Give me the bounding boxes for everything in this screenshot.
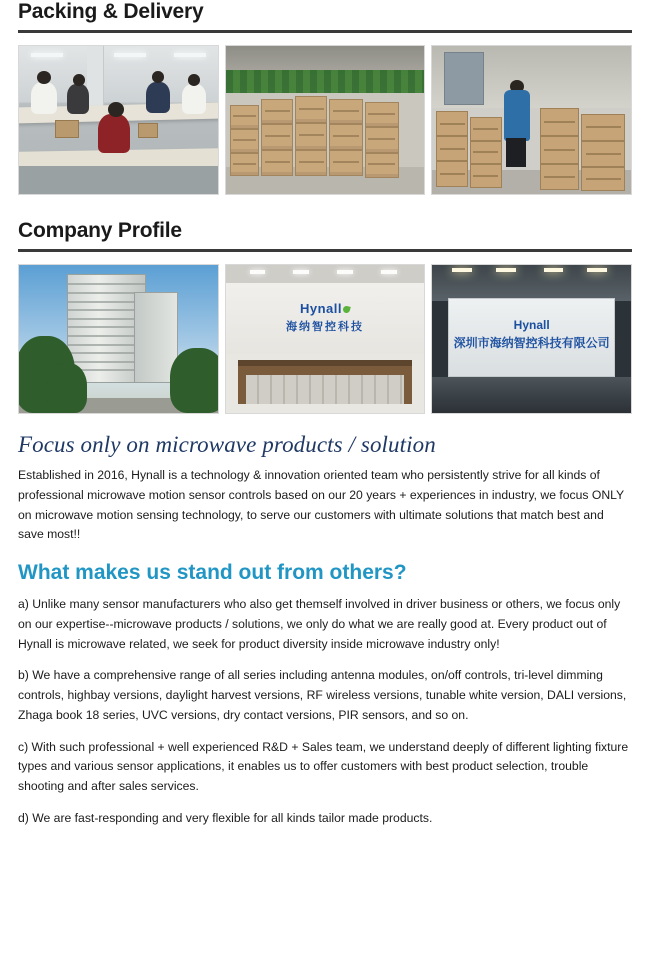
carton-box	[365, 127, 399, 152]
sign-text-en: Hynall	[513, 318, 550, 333]
sign-text-cn: 深圳市海纳智控科技有限公司	[453, 336, 610, 351]
corridor-floor	[432, 377, 631, 413]
carton-box	[261, 124, 293, 149]
wall-signage	[454, 318, 610, 351]
carton-box	[365, 153, 399, 178]
worker-figure	[182, 84, 206, 114]
warehouse-door	[444, 52, 484, 105]
company-intro-paragraph: Established in 2016, Hynall is a technology & innovation oriented team who persistently strive for all kinds of professional microwave motion sensor controls based on our 20 years + experiences in industry, we focus ONLY on microwave motion sensing technology, to serve our customers with ultimate solutions that match best and save most!!	[18, 468, 624, 542]
leaf-icon	[342, 305, 351, 314]
stand-out-heading: What makes us stand out from others?	[18, 561, 407, 585]
carton-box	[540, 108, 580, 136]
ceiling	[432, 265, 631, 301]
stand-out-point-c: c) With such professional + well experienced R&D + Sales team, we understand deeply of different lighting fixture types and various sensor applications, it enables us to offer customers with best product selection, trouble shooting and after sales services.	[18, 739, 629, 794]
carton-box	[436, 111, 468, 136]
packing-delivery-gallery	[0, 33, 650, 195]
ceiling-light-icon	[31, 53, 63, 57]
worker-loading-boxes-photo	[431, 45, 632, 195]
logo-text-cn: 海纳智控科技	[286, 320, 364, 333]
carton-box	[138, 123, 158, 138]
worker-head	[73, 74, 85, 86]
carton-box	[230, 153, 260, 177]
reception-lobby-photo	[225, 264, 426, 414]
carton-box	[436, 161, 468, 186]
carton-box	[261, 99, 293, 124]
carton-box	[230, 129, 260, 153]
company-profile-gallery	[0, 252, 650, 414]
carton-box	[365, 102, 399, 127]
stand-out-point-d: d) We are fast-responding and very flexible for all kinds tailor made products.	[18, 810, 433, 825]
reception-desk-front	[246, 375, 405, 405]
worker-head	[188, 74, 200, 86]
worker-figure	[31, 82, 57, 115]
ceiling-light-icon	[174, 53, 206, 57]
ceiling-light-icon	[114, 53, 146, 57]
carton-box	[540, 164, 580, 189]
corridor-signage-photo	[431, 264, 632, 414]
tree	[47, 363, 87, 413]
carton-box	[295, 150, 327, 177]
worker-head	[152, 71, 164, 83]
carton-box	[329, 99, 363, 124]
office-building-photo	[18, 264, 219, 414]
tree	[170, 348, 219, 413]
carton-box	[581, 114, 625, 141]
carton-box	[329, 124, 363, 149]
company-profile-title: Company Profile	[18, 219, 182, 242]
carton-box	[230, 105, 260, 129]
carton-stacks-photo	[225, 45, 426, 195]
carton-box	[581, 141, 625, 168]
workers-assembling-photo	[18, 45, 219, 195]
carton-box	[55, 120, 79, 138]
ceiling	[226, 265, 425, 283]
green-plants	[226, 70, 425, 94]
carton-box	[470, 164, 502, 188]
worker-legs	[506, 138, 526, 168]
carton-box	[540, 136, 580, 164]
worker-figure	[146, 82, 170, 113]
packing-delivery-title: Packing & Delivery	[18, 0, 204, 23]
worker-figure	[98, 114, 130, 152]
reception-logo	[286, 301, 364, 334]
stand-out-point-a: a) Unlike many sensor manufacturers who also get themself involved in driver business or others, we focus only on our expertise--microwave products / solutions, we only do what we are really good at. Every product out of Hynall is microwave related, we seek for product diversity inside microwave industry only!	[18, 597, 621, 651]
carton-box	[470, 141, 502, 165]
carton-box	[436, 136, 468, 161]
photo-floor	[19, 166, 218, 194]
carton-box	[329, 150, 363, 177]
carton-box	[261, 150, 293, 177]
carton-box	[581, 167, 625, 191]
worker-figure	[504, 90, 530, 140]
carton-box	[295, 123, 327, 150]
stand-out-point-b: b) We have a comprehensive range of all series including antenna modules, on/off controls, tri-level dimming controls, highbay versions, daylight harvest versions, RF wireless versions, tunable white version, DALI versions, Zhaga book 18 series, UVC versions, dry contact versions, PIR sensors, and so on.	[18, 668, 627, 722]
packing-delivery-section	[0, 0, 650, 195]
carton-box	[470, 117, 502, 141]
carton-box	[295, 96, 327, 123]
worker-figure	[67, 84, 89, 114]
company-tagline: Focus only on microwave products / solution	[18, 432, 436, 457]
logo-text-en: Hynall	[299, 300, 342, 316]
company-profile-section	[0, 219, 650, 841]
